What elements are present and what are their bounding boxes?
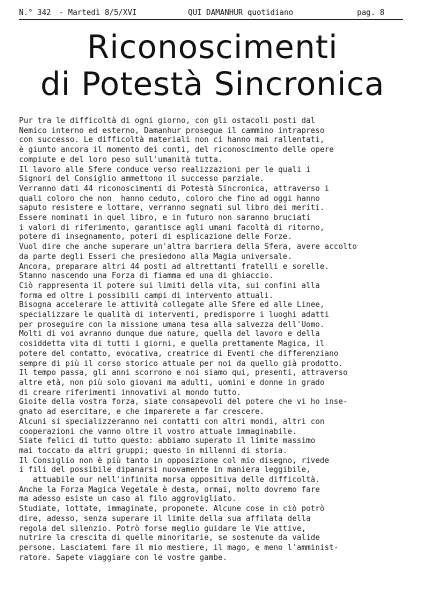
body-line: Siate felici di tutto questo: abbiamo superato il limite massimo	[19, 436, 316, 446]
body-line: saputo resistere e lottare, verranno segnati sul libro dei meriti.	[19, 203, 325, 213]
body-line: compiute e del loro peso sull'umanità tutta.	[19, 154, 223, 164]
issue-number: N.° 342	[19, 8, 52, 17]
body-line: persone. Lasciatemi fare il mio mestiere, il mago, e meno l'amminist-	[19, 542, 339, 552]
body-line: cooperazioni che vanno oltre il vostro attuale immaginabile.	[19, 426, 297, 436]
body-line: Bisogna accelerare le attività collegate alle Sfere ed alle Linee,	[19, 300, 325, 310]
page-number: pag. 8	[357, 8, 385, 17]
body-line: Il lavoro alle Sfere conduce verso realizzazioni per le quali i	[19, 164, 311, 174]
body-line: Anche la Forza Magica Vegetale è desta, ormai, molto dovremo fare	[19, 484, 320, 494]
body-line: è giunto ancora il momento dei conti, del riconoscimento delle opere	[19, 145, 334, 155]
title-line-2: di Potestà Sincronica	[40, 65, 385, 103]
body-line: per proseguire con la missione umana tesa alla salvezza dell'Uomo.	[19, 319, 325, 329]
body-line: specializzare le qualità di interventi, predisporre i luoghi adatti	[19, 310, 330, 320]
body-line: ma adesso esiste un caso al filo aggrovigliato.	[19, 494, 237, 504]
body-line: attuabile our nell'infinita morsa oppositiva delle difficoltà.	[19, 475, 320, 485]
body-line: ratore. Sapete viaggiare con le vostre gambe.	[19, 552, 228, 562]
body-line: i fili del possibile dipanarsi nuovamente in maniera leggibile,	[19, 465, 311, 475]
body-line: dire, adesso, senza superare il limite della sua affilata della	[19, 513, 311, 523]
body-line: gnato ad esercitare, e che imparerete a far crescere.	[19, 407, 265, 417]
body-line: Nemico interno ed esterno, Damanhur prosegue il cammino intrapreso	[19, 125, 325, 135]
body-line: da parte degli Esseri che presiedono alla Magia universale.	[19, 251, 293, 261]
body-line: quali coloro che non hanno ceduto, coloro che fino ad oggi hanno	[19, 193, 320, 203]
body-line: di creare riferimenti innovativi al mondo tutto.	[19, 387, 242, 397]
body-line: Signori del Consiglio ammettono il successo parziale.	[19, 174, 265, 184]
body-line: potere di insegnamento, poteri di esplicazione delle Forze.	[19, 232, 293, 242]
body-line: Verranno dati 44 riconoscimenti di Potestà Sincronica, attraverso i	[19, 183, 330, 193]
body-line: Ciò rappresenta il potere sui limiti della vita, sui confini alla	[19, 280, 320, 290]
body-line: Essere nominati in quel libro, e in futuro non saranno bruciati	[19, 213, 311, 223]
body-line: altre età, non più solo giovani ma adulti, uomini e donne in grado	[19, 377, 325, 387]
body-line: Molti di voi avranno dunque due nature, quella del lavoro e della	[19, 329, 320, 339]
body-line: Vuol dire che anche superare un'altra barriera della Sfera, avere accolto	[19, 242, 357, 252]
body-line: Alcuni si specializzeranno nei contatti con altri mondi, altri con	[19, 416, 325, 426]
title-line-1: Riconoscimenti	[87, 28, 338, 66]
publication-name: QUI DAMANHUR quotidiano	[188, 8, 294, 17]
body-line: Gioite della vostra forza, siate consapevoli del potere che vi ho inse-	[19, 397, 348, 407]
header-rule	[19, 19, 403, 20]
body-line: Il tempo passa, gli anni scorrono e noi siamo qui, presenti, attraverso	[19, 368, 348, 378]
body-line: cosiddetta vita di tutti i giorni, e quella prettamente Magica, il	[19, 339, 325, 349]
body-line: nutrire la crescita di quelle minoritarie, se sostenute da valide	[19, 533, 320, 543]
body-line: Studiate, lottate, immaginate, proponete. Alcune cose in ciò potrò	[19, 504, 325, 514]
body-line: sempre di più il corso storico attuale per noi da quello già prodotto.	[19, 358, 343, 368]
body-line: Ancora, preparare altri 44 posti ad altrettanti fratelli e sorelle.	[19, 261, 330, 271]
body-line: Il Consiglio non è più tanto in opposizione col mio disegno, rivede	[19, 455, 330, 465]
body-line: regola del silenzio. Potrò forse meglio guidare le Vie attive,	[19, 523, 306, 533]
body-line: mai toccato da altri gruppi; questo in millenni di storia.	[19, 445, 288, 455]
body-line: i valori di riferimento, garantisce agli umani facoltà di ritorno,	[19, 222, 325, 232]
article-body	[19, 116, 419, 562]
body-line: forma ed oltre i possibili campi di intervento attuali.	[19, 290, 274, 300]
body-line: potere del contatto, evocativa, creatrice di Eventi che differenziano	[19, 348, 339, 358]
body-line: Stanno nascendo una Forza di fiamma ed una di ghiaccio.	[19, 271, 274, 281]
body-line: Pur tra le difficoltà di ogni giorno, con gli ostacoli posti dal	[19, 116, 316, 125]
issue-date: - Martedì 8/5/XVI	[59, 8, 137, 17]
body-line: con successo. Le difficoltà materiali non ci hanno mai rallentati,	[19, 135, 325, 145]
